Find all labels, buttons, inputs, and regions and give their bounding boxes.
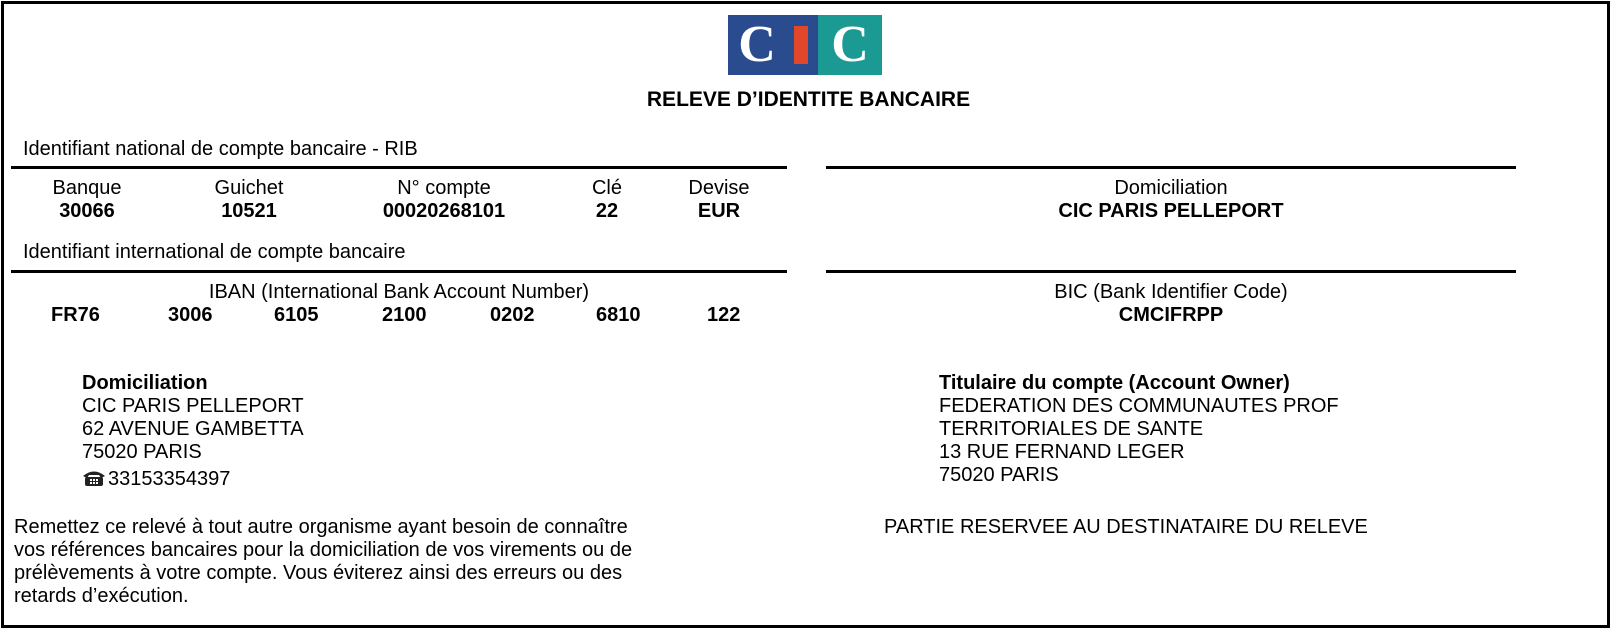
iban-group: 6810: [596, 304, 641, 326]
iban-group: FR76: [51, 304, 100, 326]
account-owner-line: FEDERATION DES COMMUNAUTES PROF: [939, 395, 1339, 417]
rib-currency-label: Devise: [688, 177, 750, 199]
bank-address-heading: Domiciliation: [82, 372, 208, 394]
bank-address: [82, 372, 304, 493]
iban-group: 3006: [168, 304, 213, 326]
domiciliation-value: CIC PARIS PELLEPORT: [1058, 200, 1284, 222]
rib-currency-value: EUR: [697, 200, 741, 222]
domiciliation-rule: [826, 166, 1516, 169]
recipient-note: PARTIE RESERVEE AU DESTINATAIRE DU RELEVE: [884, 516, 1368, 538]
account-owner: [939, 372, 1339, 487]
account-owner-line: TERRITORIALES DE SANTE: [939, 418, 1204, 440]
bic-value: CMCIFRPP: [1118, 304, 1224, 326]
notice-line: prélèvements à votre compte. Vous éviterez ainsi des erreurs ou des: [14, 562, 623, 584]
rib-heading: Identifiant national de compte bancaire - RIB: [23, 138, 418, 160]
domiciliation-box: [826, 177, 1516, 223]
logo-letter-c-left: C: [728, 15, 786, 75]
logo-letter-i: [786, 15, 818, 75]
bic-rule: [826, 270, 1516, 273]
rib-bank-column: [32, 177, 142, 223]
rib-account-column: [359, 177, 529, 223]
rib-key-column: [572, 177, 642, 223]
rib-document: [1, 1, 1610, 628]
domiciliation-label: Domiciliation: [1114, 177, 1228, 199]
account-owner-line: 75020 PARIS: [939, 464, 1059, 486]
rib-branch-value: 10521: [221, 200, 277, 222]
iban-label: IBAN (International Bank Account Number): [208, 281, 590, 303]
rib-rule: [11, 166, 787, 169]
iban-group: 122: [707, 304, 741, 326]
iban-rule: [11, 270, 787, 273]
iban-group: 6105: [274, 304, 319, 326]
rib-branch-column: [189, 177, 309, 223]
bank-address-line: CIC PARIS PELLEPORT: [82, 395, 304, 417]
bank-address-line: 62 AVENUE GAMBETTA: [82, 418, 304, 440]
bank-phone-number: 33153354397: [108, 468, 231, 490]
rib-account-value: 00020268101: [382, 200, 506, 222]
logo-letter-c-right: C: [818, 15, 882, 75]
notice-line: retards d’exécution.: [14, 585, 189, 607]
rib-key-value: 22: [595, 200, 619, 222]
bic-label: BIC (Bank Identifier Code): [1054, 281, 1288, 303]
notice-line: vos références bancaires pour la domiciliation de vos virements ou de: [14, 539, 633, 561]
telephone-icon: [82, 469, 106, 493]
rib-branch-label: Guichet: [214, 177, 284, 199]
notice-text: [14, 516, 844, 608]
rib-account-label: N° compte: [397, 177, 491, 199]
bank-phone: [82, 468, 304, 493]
iban-group: 2100: [382, 304, 427, 326]
account-owner-heading: Titulaire du compte (Account Owner): [939, 372, 1290, 394]
iban-heading: Identifiant international de compte bancaire: [23, 241, 406, 263]
cic-logo: [728, 15, 882, 75]
bic-box: [826, 281, 1516, 327]
document-title: RELEVE D’IDENTITE BANCAIRE: [646, 88, 971, 111]
bank-address-line: 75020 PARIS: [82, 441, 202, 463]
rib-key-label: Clé: [591, 177, 622, 199]
rib-currency-column: [669, 177, 769, 223]
notice-line: Remettez ce relevé à tout autre organisme ayant besoin de connaître: [14, 516, 628, 538]
rib-bank-label: Banque: [52, 177, 122, 199]
rib-bank-value: 30066: [59, 200, 115, 222]
account-owner-line: 13 RUE FERNAND LEGER: [939, 441, 1185, 463]
iban-group: 0202: [490, 304, 535, 326]
